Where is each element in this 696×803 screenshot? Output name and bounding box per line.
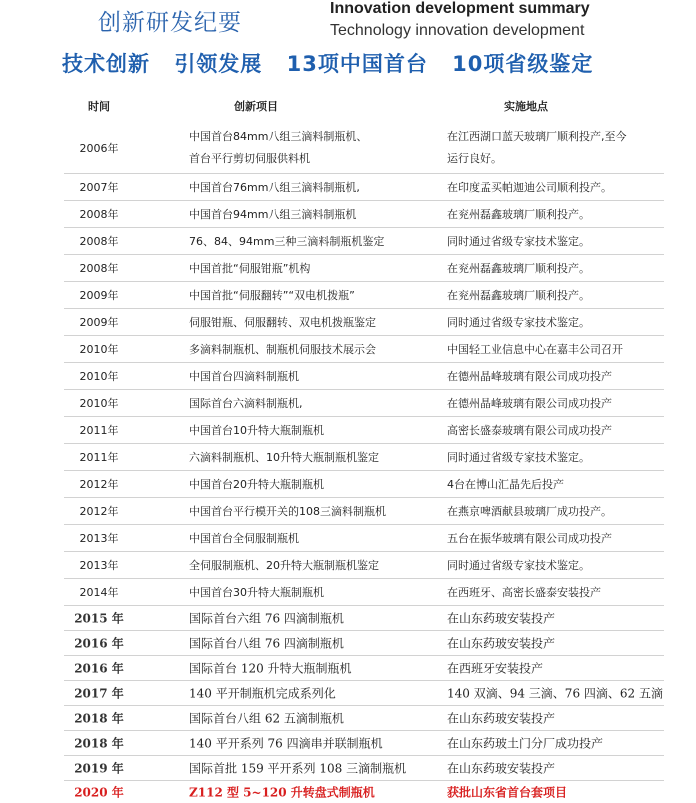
row-project [189,126,367,170]
row-year: 2010年 [79,370,119,383]
row-location [447,660,543,677]
table-row [64,444,664,471]
row-year: 2008年 [79,208,119,221]
row-location-line: 在燕京啤酒献县玻璃厂成功投产。 [447,505,612,518]
row-location [447,476,564,492]
table-row [64,579,664,606]
row-year: 2010年 [79,343,119,356]
row-location [447,685,663,702]
slogan-part-3: 13项中国首台 [286,52,428,76]
row-location-line: 高密长盛泰玻璃有限公司成功投产 [447,424,612,437]
row-year: 2010年 [79,397,119,410]
row-project [189,341,376,357]
row-project [189,685,336,702]
row-location [447,760,555,777]
row-location [447,206,590,222]
row-project [189,476,324,492]
row-project-line: 中国首台10升特大瓶制瓶机 [189,424,324,437]
table-row [64,282,664,309]
row-project-line: 国际首批 159 平开系列 108 三滴制瓶机 [189,761,407,776]
row-project-line: 中国首台四滴料制瓶机 [189,370,299,383]
row-location-line: 在山东药玻土门分厂成功投产 [447,736,604,751]
row-year: 2008年 [79,262,119,275]
row-project [189,260,310,276]
row-location [447,530,612,546]
row-project-line: 中国首批“伺服钳瓶”机构 [189,262,311,275]
row-location-line: 同时通过省级专家技术鉴定。 [447,451,590,464]
row-project [189,710,344,727]
table-row [64,656,664,681]
header-title-en-1: Innovation development summary [330,0,590,17]
row-location-line: 获批山东省首台套项目 [447,785,568,800]
row-location-line: 在山东药玻安装投产 [447,611,556,626]
row-location-line: 同时通过省级专家技术鉴定。 [447,559,590,572]
table-row [64,471,664,498]
row-location-line: 在西班牙安装投产 [447,661,544,676]
row-location [447,287,590,303]
row-project [189,368,299,384]
table-row [64,201,664,228]
table-row [64,731,664,756]
row-year: 2019 年 [74,761,124,776]
row-location-line: 在江西湖口蓝天玻璃厂顺利投产,至今 [447,129,627,143]
row-project [189,635,344,652]
row-project [189,760,406,777]
row-location [447,179,612,195]
row-location [447,126,627,170]
row-location [447,735,603,752]
row-year: 2007年 [79,181,119,194]
header-title-cn: 创新研发纪要 [98,10,242,36]
row-location [447,341,623,357]
row-year: 2012年 [79,478,119,491]
row-location [447,610,555,627]
table-row [64,681,664,706]
row-location [447,584,601,600]
row-project [189,287,355,303]
row-project-line: 中国首台平行模开关的108三滴料制瓶机 [189,505,386,518]
table-row [64,756,664,781]
row-project-line: 140 平开制瓶机完成系列化 [189,686,336,701]
row-project-line: 多滴料制瓶机、制瓶机伺服技术展示会 [189,343,376,356]
row-project-line: 首台平行剪切伺服供料机 [189,151,310,165]
row-location-line: 在兖州磊鑫玻璃厂顺利投产。 [447,289,590,302]
row-year: 2009年 [79,289,119,302]
row-location [447,557,590,573]
table-row [64,122,664,174]
column-header-year: 时间 [88,100,110,113]
row-location [447,422,612,438]
row-project [189,584,324,600]
row-project-line: 国际首台六组 76 四滴制瓶机 [189,611,344,626]
row-project-line: 中国首台30升特大瓶制瓶机 [189,586,324,599]
table-row [64,606,664,631]
row-location-line: 在兖州磊鑫玻璃厂顺利投产。 [447,262,590,275]
row-year: 2011年 [79,451,119,464]
table-row [64,552,664,579]
row-project [189,557,379,573]
table-row [64,631,664,656]
row-project-line: 140 平开系列 76 四滴串并联制瓶机 [189,736,383,751]
row-location [447,503,612,519]
row-location-line: 在兖州磊鑫玻璃厂顺利投产。 [447,208,590,221]
row-year: 2017 年 [74,686,124,701]
slogan [62,48,609,78]
row-project [189,530,299,546]
row-project-line: 国际首台 120 升特大瓶制瓶机 [189,661,352,676]
table-row [64,255,664,282]
row-location [447,395,612,411]
table-row [64,390,664,417]
row-year: 2012年 [79,505,119,518]
row-project [189,610,344,627]
row-project-line: 中国首批“伺服翻转”“双电机拨瓶” [189,289,355,302]
row-location-line: 在山东药玻安装投产 [447,711,556,726]
table-row [64,417,664,444]
row-project-line: 中国首台全伺服制瓶机 [189,532,299,545]
row-project-line: 中国首台84mm八组三滴料制瓶机、 [189,129,368,143]
row-location [447,260,590,276]
innovation-table [64,122,664,803]
row-location [447,314,590,330]
row-project-line: 国际首台八组 76 四滴制瓶机 [189,636,344,651]
slogan-part-2: 引领发展 [174,52,263,76]
row-location-line: 在西班牙、高密长盛泰安装投产 [447,586,601,599]
row-location [447,784,567,801]
row-project [189,233,384,249]
table-row [64,525,664,552]
row-project-line: 中国首台20升特大瓶制瓶机 [189,478,324,491]
row-location [447,635,555,652]
row-project-line: 国际首台八组 62 五滴制瓶机 [189,711,344,726]
row-project-line: Z112 型 5~120 升转盘式制瓶机 [189,785,375,800]
table-row [64,336,664,363]
row-project [189,314,376,330]
row-project-line: 六滴料制瓶机、10升特大瓶制瓶机鉴定 [189,451,379,464]
header-title-en-2: Technology innovation development [330,22,585,39]
row-year: 2016 年 [74,661,124,676]
row-project-line: 中国首台94mm八组三滴料制瓶机 [189,208,357,221]
row-location-line: 运行良好。 [447,151,502,165]
slogan-part-1: 技术创新 [62,52,150,76]
row-year: 2008年 [79,235,119,248]
row-year: 2020 年 [74,785,124,800]
row-project-line: 伺服钳瓶、伺服翻转、双电机拨瓶鉴定 [189,316,376,329]
table-row [64,174,664,201]
row-location-line: 五台在振华玻璃有限公司成功投产 [447,532,612,545]
row-year: 2011年 [79,424,119,437]
row-project-line: 中国首台76mm八组三滴料制瓶机, [189,181,360,194]
row-location-line: 140 双滴、94 三滴、76 四滴、62 五滴 [447,686,663,701]
row-project [189,735,383,752]
row-location [447,449,590,465]
row-project [189,503,386,519]
row-project [189,422,324,438]
row-location-line: 在德州晶峰玻璃有限公司成功投产 [447,397,612,410]
row-year: 2013年 [79,532,119,545]
row-location-line: 同时通过省级专家技术鉴定。 [447,316,590,329]
row-project [189,179,360,195]
table-row [64,363,664,390]
row-year: 2014年 [79,586,119,599]
row-year: 2018 年 [74,711,124,726]
row-location-line: 在山东药玻安装投产 [447,761,556,776]
table-row [64,309,664,336]
row-project [189,206,356,222]
row-project [189,395,303,411]
column-header-location: 实施地点 [504,100,548,113]
slogan-part-4: 10项省级鉴定 [452,52,594,76]
table-row [64,498,664,525]
row-project-line: 国际首台六滴料制瓶机, [189,397,303,410]
row-location [447,710,555,727]
row-year: 2016 年 [74,636,124,651]
table-row [64,228,664,255]
row-location-line: 在山东药玻安装投产 [447,636,556,651]
row-location-line: 在德州晶峰玻璃有限公司成功投产 [447,370,612,383]
row-project [189,660,352,677]
row-year: 2006年 [79,141,119,155]
row-year: 2015 年 [74,611,124,626]
row-location-line: 4台在博山汇晶先后投产 [447,478,564,491]
row-location-line: 在印度孟买帕迦迪公司顺利投产。 [447,181,612,194]
row-location-line: 中国轻工业信息中心在嘉丰公司召开 [447,343,623,356]
row-location [447,368,612,384]
table-row [64,706,664,731]
row-location [447,233,590,249]
row-project-line: 全伺服制瓶机、20升特大瓶制瓶机鉴定 [189,559,379,572]
column-header-project: 创新项目 [234,100,278,113]
row-year: 2013年 [79,559,119,572]
row-year: 2009年 [79,316,119,329]
row-project [189,449,379,465]
row-location-line: 同时通过省级专家技术鉴定。 [447,235,590,248]
row-year: 2018 年 [74,736,124,751]
row-project [189,784,375,801]
row-project-line: 76、84、94mm三种三滴料制瓶机鉴定 [189,235,385,248]
